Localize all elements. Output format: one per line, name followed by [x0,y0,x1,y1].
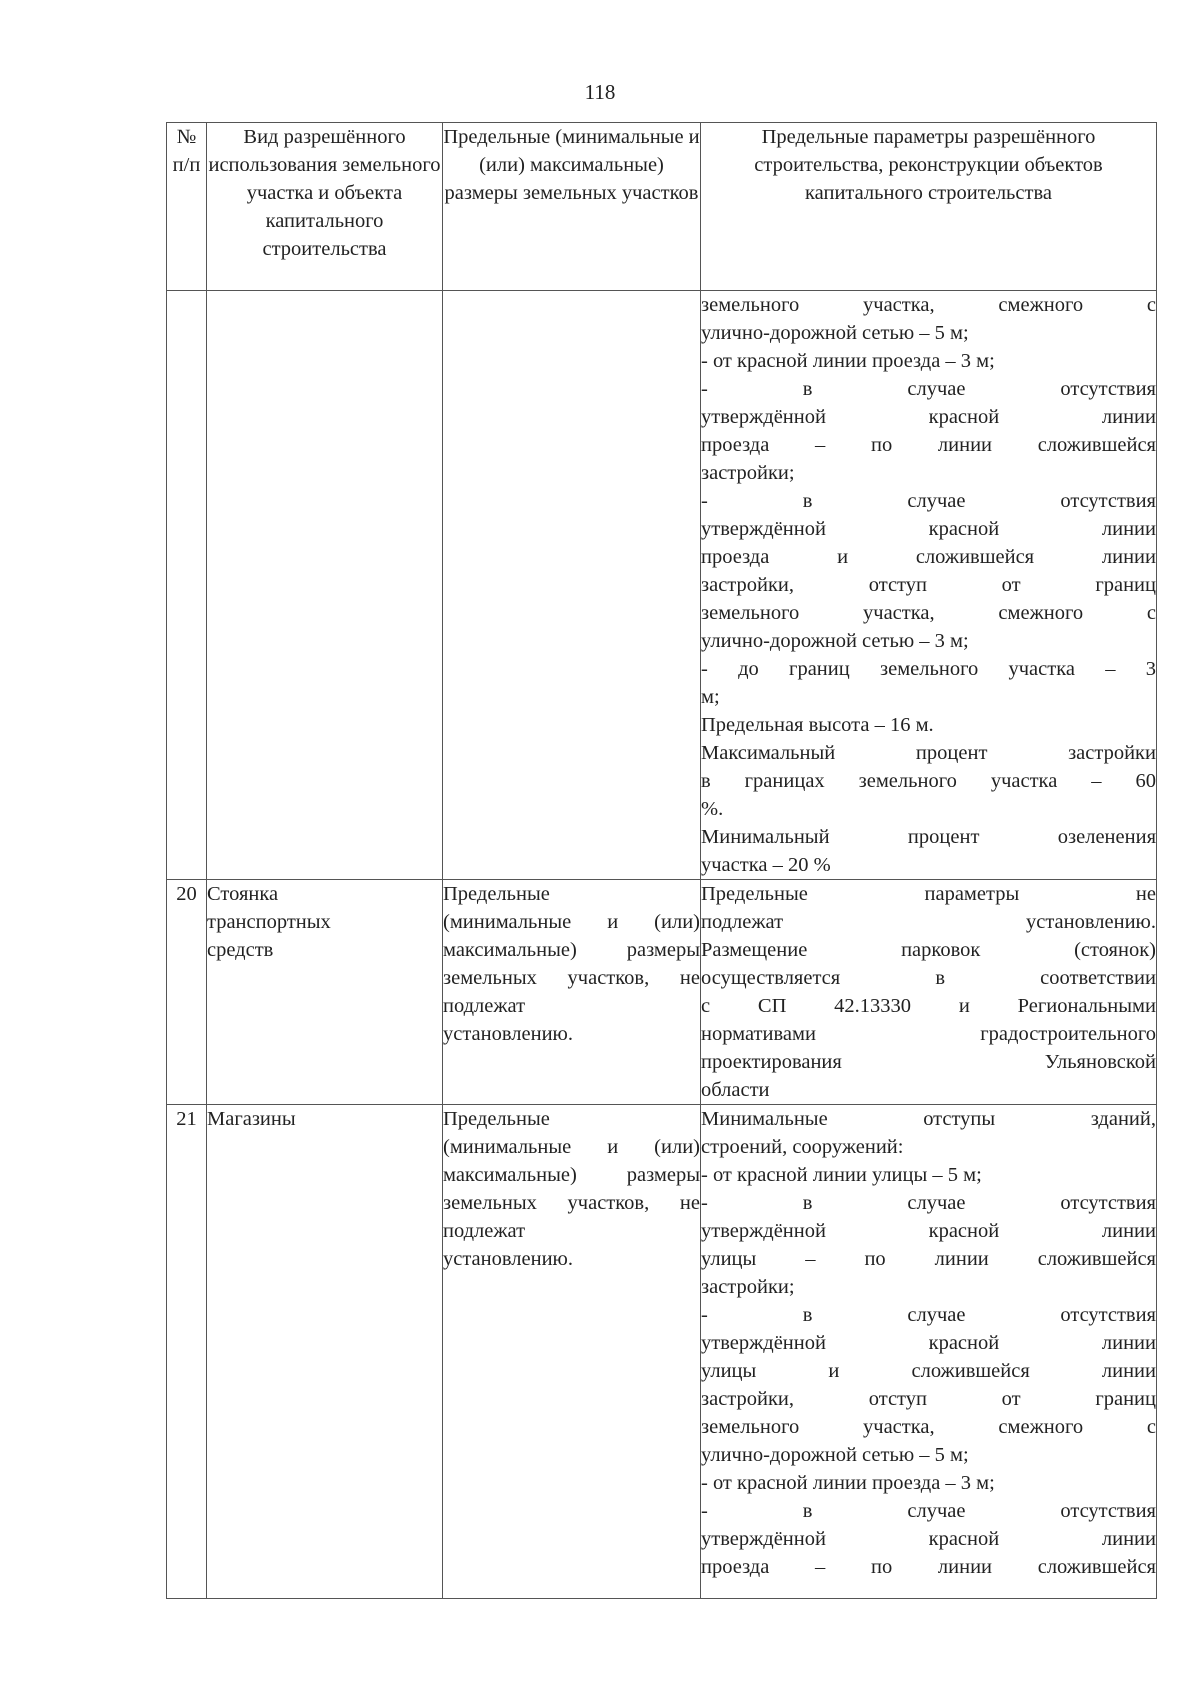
param-line: Максимальный процент застройки [701,742,1156,764]
param-line: застройки, отступ от границ [701,574,1156,596]
size-line: подлежат [443,995,526,1017]
size-line: Предельные [443,1108,550,1130]
param-line: нормативами градостроительного [701,1023,1156,1045]
param-line: - в случае отсутствия [701,1192,1156,1214]
param-line: - в случае отсутствия [701,378,1156,400]
param-line: - в случае отсутствия [701,1500,1156,1522]
param-line: подлежат установлению. [701,911,1156,933]
param-line: улично-дорожной сетью – 5 м; [701,322,969,344]
param-line: проезда – по линии сложившейся [701,1556,1156,1578]
param-line: - от красной линии улицы – 5 м; [701,1164,982,1186]
row-number [167,291,207,880]
row-construction-params [701,880,1157,1105]
row-plot-size [443,880,701,1105]
table-row-21 [167,1105,1157,1599]
kind-line: средств [207,939,274,961]
row-number: 21 [167,1105,207,1599]
param-line: проезда – по линии сложившейся [701,434,1156,456]
param-line: Минимальные отступы зданий, [701,1108,1156,1130]
kind-line: Стоянка [207,883,279,905]
param-line: Предельная высота – 16 м. [701,714,934,736]
param-line: - в случае отсутствия [701,1304,1156,1326]
row-plot-size [443,291,701,880]
size-line: земельных участков, не [443,967,700,989]
size-line: земельных участков, не [443,1192,700,1214]
table-header-row [167,123,1157,291]
param-line: улицы и сложившейся линии [701,1360,1156,1382]
param-line: области [701,1079,770,1101]
param-line: Размещение парковок (стоянок) [701,939,1156,961]
param-line: м; [701,686,720,708]
table-row-continuation [167,291,1157,880]
param-line: утверждённой красной линии [701,1220,1156,1242]
size-line: (минимальные и (или) [443,911,700,933]
param-line: утверждённой красной линии [701,1528,1156,1550]
param-line: земельного участка, смежного с [701,294,1156,316]
param-line: улично-дорожной сетью – 3 м; [701,630,969,652]
param-line: проезда и сложившейся линии [701,546,1156,568]
param-line: в границах земельного участка – 60 [701,770,1156,792]
param-line: земельного участка, смежного с [701,602,1156,624]
param-line: Минимальный процент озеленения [701,826,1156,848]
kind-line: транспортных [207,911,331,933]
regulations-table [166,122,1157,1599]
param-line: строений, сооружений: [701,1136,904,1158]
param-line: улично-дорожной сетью – 5 м; [701,1444,969,1466]
size-line: Предельные [443,883,550,905]
param-line: утверждённой красной линии [701,1332,1156,1354]
param-line: застройки; [701,462,795,484]
param-line: участка – 20 % [701,854,831,876]
param-line: улицы – по линии сложившейся [701,1248,1156,1270]
param-line: застройки; [701,1276,795,1298]
row-construction-params [701,1105,1157,1599]
param-line: %. [701,798,724,820]
row-usage-kind [207,1105,443,1599]
param-line: утверждённой красной линии [701,406,1156,428]
param-line: с СП 42.13330 и Региональными [701,995,1156,1017]
size-line: (минимальные и (или) [443,1136,700,1158]
size-line: максимальные) размеры [443,1164,700,1186]
kind-line: Магазины [207,1108,296,1130]
param-line: утверждённой красной линии [701,518,1156,540]
row-plot-size [443,1105,701,1599]
param-line: - в случае отсутствия [701,490,1156,512]
row-number: 20 [167,880,207,1105]
header-plot-size: Предельные (минимальные и (или) максимальные) размеры земельных участков [443,123,701,291]
param-line: - от красной линии проезда – 3 м; [701,1472,995,1494]
param-line: - до границ земельного участка – 3 [701,658,1156,680]
param-line: земельного участка, смежного с [701,1416,1156,1438]
param-line: - от красной линии проезда – 3 м; [701,350,995,372]
size-line: установлению. [443,1023,573,1045]
param-line: застройки, отступ от границ [701,1388,1156,1410]
param-line: проектирования Ульяновской [701,1051,1156,1073]
size-line: подлежат [443,1220,526,1242]
param-line: осуществляется в соответствии [701,967,1156,989]
header-construction-params: Предельные параметры разрешённого строительства, реконструкции объектов капитального строительства [701,123,1157,291]
row-construction-params [701,291,1157,880]
row-usage-kind [207,880,443,1105]
size-line: установлению. [443,1248,573,1270]
header-number: № п/п [167,123,207,291]
row-usage-kind [207,291,443,880]
table-row-20 [167,880,1157,1105]
param-line: Предельные параметры не [701,883,1156,905]
header-usage-kind: Вид разрешённого использования земельного участка и объекта капитального строительства [207,123,443,291]
size-line: максимальные) размеры [443,939,700,961]
page-number: 118 [584,80,616,104]
